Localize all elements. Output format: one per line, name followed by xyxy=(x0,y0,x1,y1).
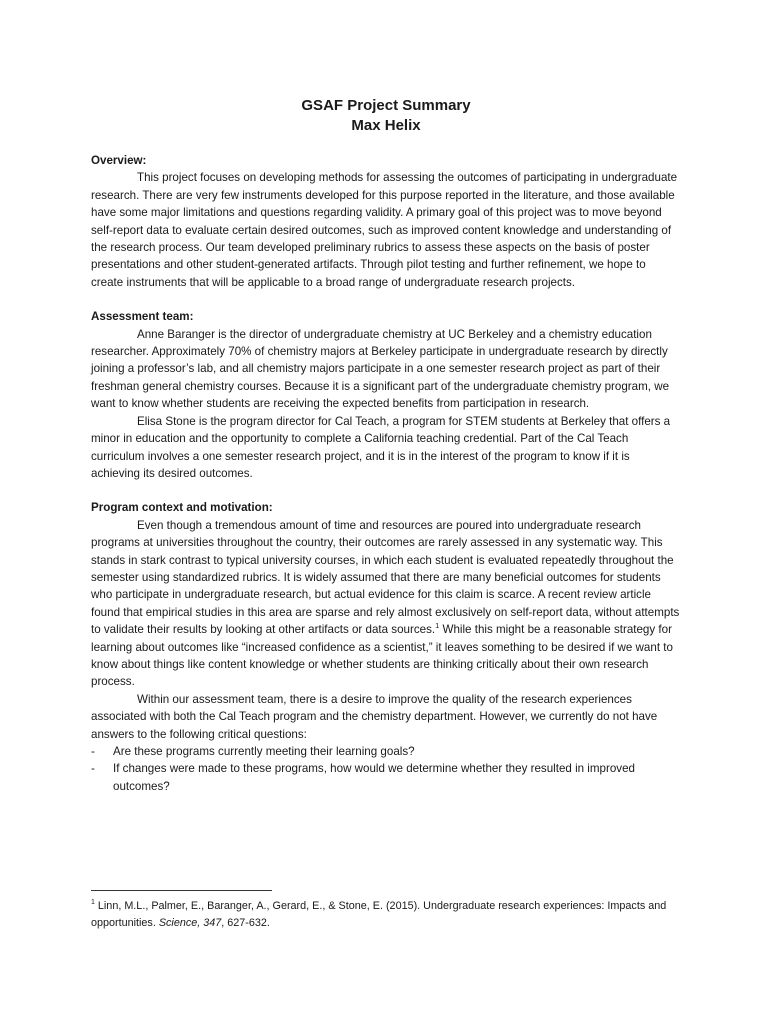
assessment-team-paragraph-2: Elisa Stone is the program director for Cal Teach, a program for STEM students at Berkeley that offers a minor in education and the opportunity to complete a California teaching credential. Part of the Cal Teach curriculum involves a one semester research project, and it is in the interest of the program to know if it is achieving its desired outcomes. xyxy=(91,414,671,480)
paragraph-text: Even though a tremendous amount of time and resources are poured into undergraduate research programs at universities throughout the country, their outcomes are rarely assessed in any systematic way. This stands in stark contrast to typical university courses, in which each student is evaluated repeatedly throughout the semester using standardized rubrics. It is widely assumed that there are many beneficial outcomes for students who participate in undergraduate research, but actual evidence for this claim is scarce. A recent review article found that empirical studies in this area are sparse and rely almost exclusively on self-report data, without attempts to validate their results by looking at other artifacts or data sources. xyxy=(91,518,680,637)
list-dash: - xyxy=(91,745,95,758)
footnote-reference: 1 xyxy=(435,621,440,631)
footnote-pages: , 627-632. xyxy=(221,917,270,929)
program-context-paragraph-1 xyxy=(91,517,681,691)
footnote-citation: Linn, M.L., Palmer, E., Baranger, A., Gerard, E., & Stone, E. (2015). Undergraduate research experiences: Impacts and opportunities. xyxy=(91,900,667,929)
program-context-heading: Program context and motivation: xyxy=(91,501,273,515)
assessment-team-heading: Assessment team: xyxy=(91,310,194,324)
document-page xyxy=(91,96,681,812)
paragraph-text: While this might be a reasonable strategy for learning about outcomes like “increased confidence as a scientist,” it leaves something to be desired if we want to know about things like content knowledge or whether students are thinking critically about their own research process. xyxy=(91,623,673,689)
overview-heading: Overview: xyxy=(91,154,147,167)
critical-questions-list xyxy=(91,743,681,795)
footnote-number: 1 xyxy=(91,899,95,906)
footnote xyxy=(91,898,691,932)
question-text: Are these programs currently meeting their learning goals? xyxy=(113,745,415,758)
assessment-team-paragraph-1: Anne Baranger is the director of undergraduate chemistry at UC Berkeley and a chemistry education researcher. Approximately 70% of chemistry majors at Berkeley participate in undergraduate research by directly joining a professor’s lab, and all chemistry majors participate in a one semester research project as part of their freshman general chemistry courses. Because it is a significant part of the undergraduate chemistry program, we want to know whether students are receiving the expected benefits from participation in research. xyxy=(91,327,670,411)
footnote-divider xyxy=(91,890,272,891)
program-context-paragraph-2: Within our assessment team, there is a desire to improve the quality of the research experiences associated with both the Cal Teach program and the chemistry department. However, we currently do not have answers to the following critical questions: xyxy=(91,692,658,741)
overview-section xyxy=(91,152,681,291)
document-title: GSAF Project Summary xyxy=(301,97,471,114)
overview-paragraph: This project focuses on developing methods for assessing the outcomes of participating in undergraduate research. There are very few instruments developed for this purpose reported in the literature, and those available have some major limitations and questions regarding validity. A primary goal of this project was to move beyond self-report data to evaluate certain desired outcomes, such as improved content knowledge and understanding of the research process. Our team developed preliminary rubrics to assess these aspects on the basis of poster presentations and other student-generated artifacts. Through pilot testing and further refinement, we hope to create instruments that will be applicable to a broad range of undergraduate research projects. xyxy=(91,171,678,289)
list-item xyxy=(91,760,681,795)
assessment-team-section xyxy=(91,308,681,482)
program-context-section xyxy=(91,499,681,795)
list-dash: - xyxy=(91,762,95,776)
footnote-journal: Science, 347 xyxy=(158,917,222,929)
list-item xyxy=(91,743,681,760)
question-text: If changes were made to these programs, how would we determine whether they resulted in improved outcomes? xyxy=(113,762,635,793)
document-author: Max Helix xyxy=(351,117,421,134)
title-block xyxy=(91,96,681,136)
